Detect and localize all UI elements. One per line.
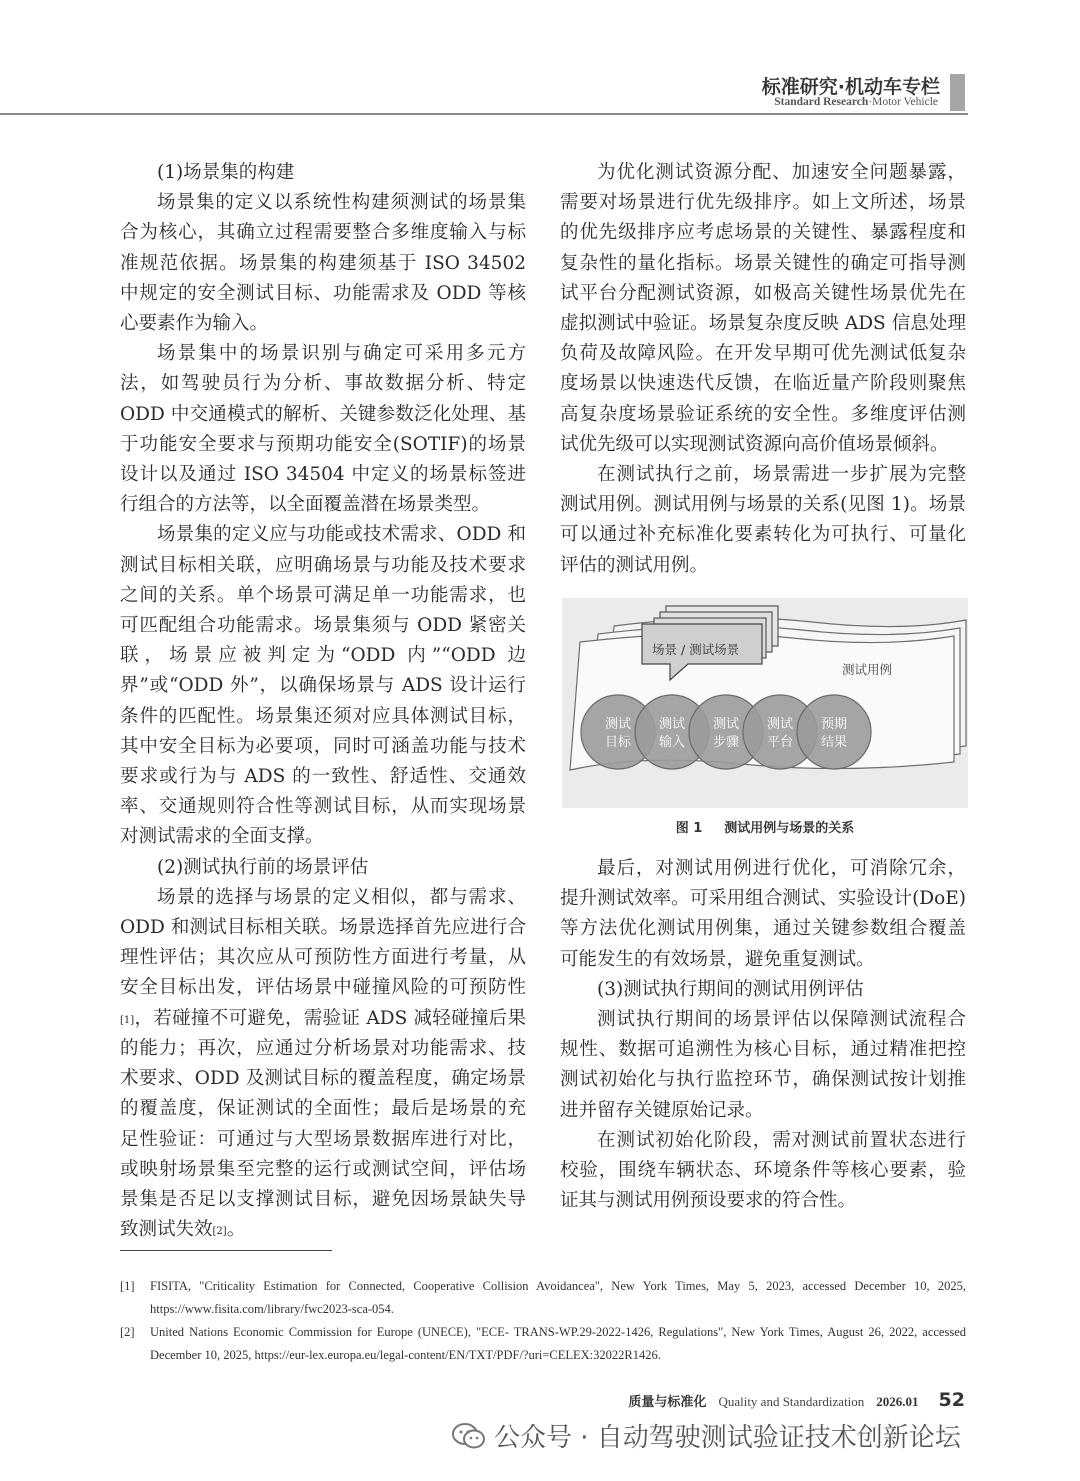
citation-ref-2[interactable]: [2] — [212, 1226, 227, 1238]
header-title-en-bold: Standard Research — [774, 96, 869, 108]
circle-text-input-2: 输入 — [658, 735, 686, 750]
paragraph: 场景集的定义以系统性构建须测试的场景集合为核心，其确立过程需要整合多维度输入与标准规范依据。场景集的构建须基于 ISO 34502 中规定的安全测试目标、功能需求及 ODD 等核心要素作为输入。 — [120, 192, 526, 335]
circle-text-steps-2: 步骤 — [712, 735, 740, 750]
journal-title-cn: 质量与标准化 — [628, 1395, 707, 1410]
circle-text-goal-2: 目标 — [604, 735, 632, 750]
section-heading-3: (3)测试执行期间的测试用例评估 — [597, 978, 864, 1000]
paragraph: 最后，对测试用例进行优化，可消除冗余，提升测试效率。可采用组合测试、实验设计(DoE)等方法优化测试用例集，通过关键参数组合覆盖可能发生的有效场景，避免重复测试。 — [560, 858, 966, 970]
paragraph-with-refs — [120, 883, 526, 1245]
header-gray-bar — [950, 74, 965, 111]
footnote-rule — [120, 1250, 332, 1251]
testcase-label: 测试用例 — [842, 662, 893, 677]
circle-text-input-1: 测试 — [658, 717, 686, 732]
figure-caption-number: 图 1 — [675, 821, 703, 836]
paragraph: 测试执行期间的场景评估以保障测试流程合规性、数据可追溯性为核心目标，通过精准把控测试初始化与执行监控环节，确保测试按计划推进并留存关键原始记录。 — [560, 1009, 966, 1121]
header-title-en-rest: Motor Vehicle — [872, 96, 938, 108]
header-title-en — [774, 96, 938, 108]
circle-text-platform-2: 平台 — [766, 735, 794, 750]
journal-title-en: Quality and Standardization — [718, 1394, 865, 1409]
circle-group — [581, 695, 871, 769]
paragraph-text-b: ，若碰撞不可避免，需验证 ADS 减轻碰撞后果的能力；再次，应通过分析场景对功能需求、技术要求、ODD 及测试目标的覆盖程度，确定场景的覆盖度，保证测试的全面性；最后是场景的充足性验证：可通过与大型场景数据库进行对比，或映射场景集至完整的运行或测试空间，评估场景集是否足以支撑测试目标，避免因场景缺失导致测试失效 — [120, 1007, 526, 1241]
paragraph: 在测试初始化阶段，需对测试前置状态进行校验，围绕车辆状态、环境条件等核心要素，验证其与测试用例预设要求的符合性。 — [560, 1129, 966, 1212]
footnote-item — [120, 1321, 966, 1367]
right-column — [560, 158, 966, 581]
running-header — [0, 60, 1080, 116]
header-title-cn: 标准研究·机动车专栏 — [761, 76, 940, 98]
right-column-lower — [560, 854, 966, 1216]
paragraph: 为优化测试资源分配、加速安全问题暴露，需要对场景进行优先级排序。如上文所述，场景的优先级排序应考虑场景的关键性、暴露程度和复杂性的量化指标。场景关键性的确定可指导测试平台分配测试资源，如极高关键性场景优先在虚拟测试中验证。场景复杂度反映 ADS 信息处理负荷及故障风险。在开发早期可优先测试低复杂度场景以快速迭代反馈，在临近量产阶段则聚焦高复杂度场景验证系统的安全性。多维度评估测试优先级可以实现测试资源向高价值场景倾斜。 — [560, 162, 966, 455]
footnote-text[interactable]: FISITA, "Criticality Estimation for Connected, Cooperative Collision Avoidancea", New York Times, May 5, 2023, accessed December 10, 2025, https://www.fisita.com/library/fwc2023-sca-054. — [150, 1279, 966, 1316]
section-heading-1: (1)场景集的构建 — [157, 162, 295, 183]
footnote-number: [1] — [120, 1279, 135, 1293]
circle-text-result-2: 结果 — [820, 735, 848, 750]
paragraph: 场景集中的场景识别与确定可采用多元方法，如驾驶员行为分析、事故数据分析、特定 ODD 中交通模式的解析、关键参数泛化处理、基于功能安全要求与预期功能安全(SOTIF)的场景设计以及通过 ISO 34504 中定义的场景标签进行组合的方法等，以全面覆盖潜在场景类型。 — [120, 343, 526, 516]
page-number: 52 — [938, 1389, 965, 1411]
paragraph-text-c: 。 — [226, 1219, 246, 1241]
circle-text-result-1: 预期 — [820, 717, 848, 732]
figure-caption-text: 测试用例与场景的关系 — [724, 821, 855, 836]
figure-diagram — [562, 598, 968, 808]
left-column — [120, 158, 526, 1245]
paragraph-text-a: 场景的选择与场景的定义相似，都与需求、ODD 和测试目标相关联。场景选择首先应进行合理性评估；其次应从可预防性方面进行考量，从安全目标出发，评估场景中碰撞风险的可预防性 — [120, 886, 526, 999]
footnote-item — [120, 1275, 966, 1321]
wechat-watermark — [452, 1417, 961, 1454]
circle-text-steps-1: 测试 — [712, 717, 740, 732]
circle-text-goal-1: 测试 — [604, 717, 632, 732]
header-title-en-sep: · — [868, 96, 873, 108]
section-heading-2: (2)测试执行前的场景评估 — [157, 856, 369, 878]
circle-text-platform-1: 测试 — [766, 717, 794, 732]
footnotes — [120, 1275, 966, 1367]
wechat-icon — [452, 1422, 486, 1450]
footnote-number: [2] — [120, 1325, 135, 1339]
issue-number: 2026.01 — [876, 1394, 919, 1409]
header-rule — [0, 113, 968, 115]
page-footer — [628, 1389, 965, 1411]
figure-caption — [562, 817, 968, 836]
figure-1 — [562, 598, 968, 808]
citation-ref-1[interactable]: [1] — [120, 1014, 135, 1026]
scene-label: 场景 / 测试场景 — [652, 642, 740, 657]
circle-expected-result — [797, 695, 871, 769]
paragraph: 场景集的定义应与功能或技术需求、ODD 和测试目标相关联，应明确场景与功能及技术要求之间的关系。单个场景可满足单一功能需求，也可匹配组合功能需求。场景集须与 ODD 紧密关联，场景应被判定为“ODD 内”“ODD 边界”或“ODD 外”，以确保场景与 ADS 设计运行条件的匹配性。场景集还须对应具体测试目标，其中安全目标为必要项，同时可涵盖功能与技术要求或行为与 ADS 的一致性、舒适性、交通效率、交通规则符合性等测试目标，从而实现场景对测试需求的全面支撑。 — [120, 524, 526, 848]
footnote-text[interactable]: United Nations Economic Commission for Europe (UNECE), "ECE- TRANS-WP.29-2022-1426, Regulations", New York Times, August 26, 2022, accessed December 10, 2025, https://eur-lex.europa.eu/legal-content/EN/TXT/PDF/?uri=CELEX:32022R1426. — [150, 1325, 966, 1362]
watermark-text: 公众号 · 自动驾驶测试验证技术创新论坛 — [494, 1423, 961, 1453]
paragraph: 在测试执行之前，场景需进一步扩展为完整测试用例。测试用例与场景的关系(见图 1)。场景可以通过补充标准化要素转化为可执行、可量化评估的测试用例。 — [560, 464, 966, 576]
